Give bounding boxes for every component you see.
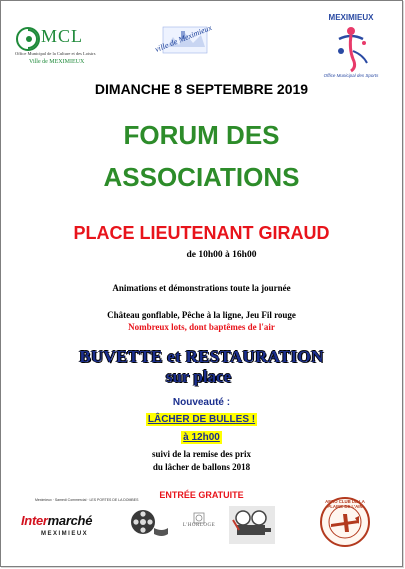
refreshments-heading: BUVETTE et RESTAURATION	[79, 347, 324, 366]
intermarche-brand	[21, 513, 92, 528]
mcl-logo	[11, 26, 101, 71]
horloge-text: L'HORLOGE	[182, 523, 216, 528]
intermarche-city: MEXIMIEUX	[41, 531, 89, 537]
release-time-line	[1, 432, 402, 443]
refreshments-subheading: sur place	[165, 367, 232, 386]
bubble-release-text: LÂCHER DE BULLES !	[147, 414, 256, 425]
intermarche-brand-part-1: Inter	[21, 513, 48, 528]
aero-club-logo	[319, 496, 371, 548]
prizes-text: Nombreux lots, dont baptêmes de l'air	[128, 322, 275, 332]
sport-figure-icon	[311, 21, 391, 75]
novelty-label: Nouveauté :	[172, 397, 231, 408]
cinema-logo	[229, 506, 275, 544]
omms-logo-subtitle: Office Municipal des Sports	[323, 73, 379, 78]
projector-icon	[229, 506, 275, 544]
mcl-spiral-icon	[15, 26, 41, 52]
intermarche-tagline: Meximieux · Samedi Commercial · LES PORTES DE LA DOMBES	[35, 498, 139, 502]
film-reel-icon	[128, 506, 170, 542]
mcl-logo-text: MCL	[41, 26, 84, 46]
event-hours: de 10h00 à 16h00	[186, 250, 257, 260]
free-entry-text: ENTRÉE GRATUITE	[159, 490, 244, 500]
prize-ceremony-line-2: du lâcher de ballons 2018	[152, 462, 251, 472]
intermarche-logo	[21, 498, 139, 546]
intermarche-brand-part-2: marché	[47, 513, 93, 528]
title-line-1: FORUM DES	[123, 120, 280, 150]
title-line-2: ASSOCIATIONS	[103, 162, 300, 192]
mcl-logo-subtitle: Office Municipal de la Culture et des Loisirs	[15, 51, 96, 56]
omms-logo-title: MEXIMIEUX	[328, 13, 374, 22]
aero-club-text: AERO CLUB DE LA PLAINE DE L'AIN	[325, 499, 365, 509]
mcl-logo-city: Ville de MEXIMIEUX	[29, 59, 85, 65]
ville-logo-text: ville de Meximieux	[153, 23, 214, 54]
activities-text: Château gonflable, Pêche à la ligne, Jeu Fil rouge	[107, 310, 296, 320]
animations-text: Animations et démonstrations toute la journée	[112, 283, 291, 293]
bubble-release-line	[1, 414, 402, 425]
prize-ceremony-line-1: suivi de la remise des prix	[151, 449, 252, 459]
release-time-text: à 12h00	[183, 432, 220, 443]
event-date: DIMANCHE 8 SEPTEMBRE 2019	[94, 81, 309, 97]
horloge-logo	[174, 511, 224, 543]
event-location: PLACE LIEUTENANT GIRAUD	[73, 223, 330, 243]
ville-logo	[153, 23, 219, 69]
omms-logo	[311, 13, 391, 81]
